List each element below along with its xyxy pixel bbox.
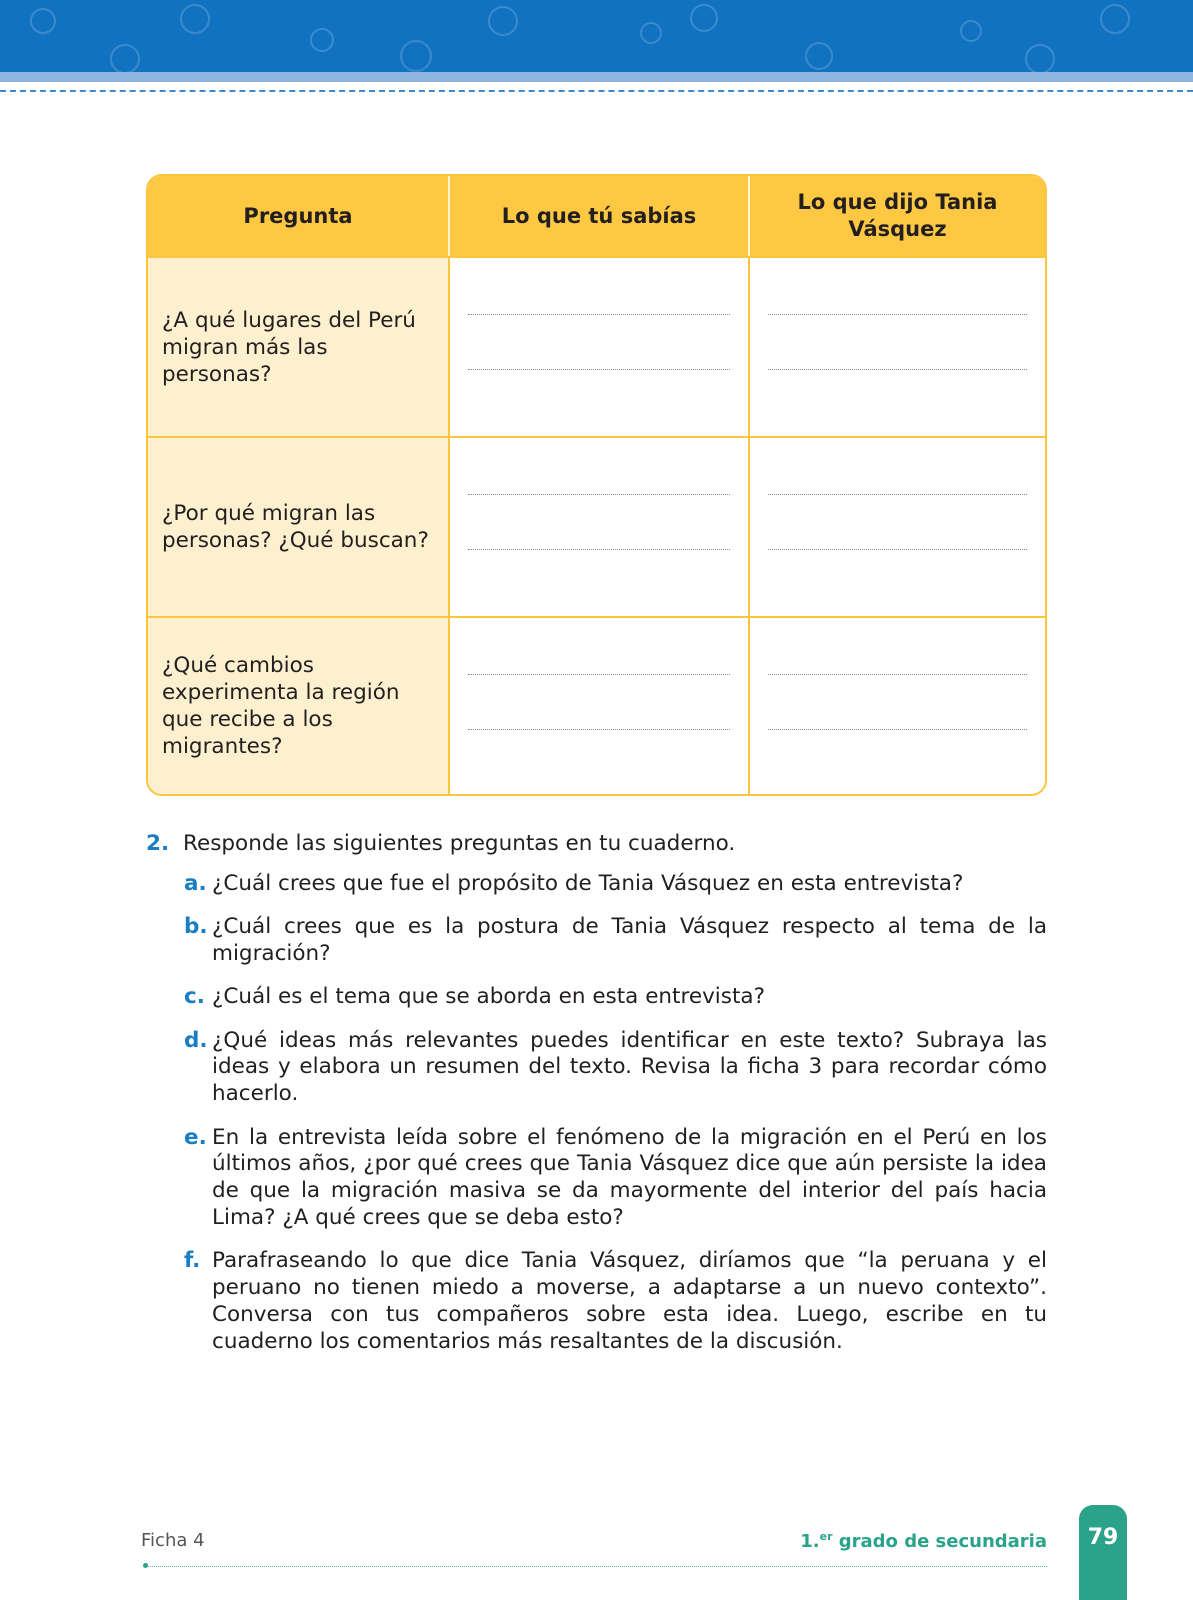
item-text: ¿Cuál es el tema que se aborda en esta entrevista? [212,984,765,1010]
questions-table [146,174,1047,796]
person-icon [960,20,982,42]
smiley-icon [400,40,432,72]
header-stripe [0,72,1193,82]
person-icon [640,22,662,44]
dotted-answer-line [468,314,730,315]
dotted-answer-line [468,674,730,675]
item-letter: d. [184,1027,208,1053]
answer-cell-you-knew[interactable] [448,616,748,794]
list-item [184,984,1047,1011]
dotted-answer-line [468,369,730,370]
gear-icon [488,6,518,36]
list-item [184,871,1047,898]
footer-grade-label [800,1530,1047,1552]
dotted-answer-line [768,549,1027,550]
footer-dot [143,1563,148,1568]
item-letter: c. [184,984,205,1010]
table-question-cell [148,616,448,794]
footer-divider [146,1566,1047,1567]
dotted-answer-line [468,494,730,495]
dotted-answer-line [768,674,1027,675]
table-header-lo-que-tu-sabias: Lo que tú sabías [448,176,748,256]
answer-cell-tania-said[interactable] [748,256,1045,436]
list-item [184,1248,1047,1355]
activity-number: 2. [146,831,170,856]
footer-ficha-label: Ficha 4 [141,1530,205,1551]
list-item [184,1028,1047,1108]
footer-grade-superscript: er [819,1530,833,1543]
dotted-answer-line [768,494,1027,495]
page-number-tab [1079,1505,1127,1600]
item-letter: a. [184,871,207,896]
item-text: ¿Cuál crees que fue el propósito de Tania Vásquez en esta entrevista? [212,871,964,896]
dotted-answer-line [768,729,1027,730]
activity-prompt-text: Responde las siguientes preguntas en tu cuaderno. [183,831,736,856]
table-question-cell [148,256,448,436]
lightbulb-icon [310,28,334,52]
smiley-icon [110,44,140,72]
activity-prompt [146,830,1047,857]
item-letter: b. [184,914,208,940]
header-banner [0,0,1193,72]
header-dashed-divider [0,90,1193,92]
table-header-pregunta: Pregunta [148,176,448,256]
item-text: Parafraseando lo que dice Tania Vásquez, diríamos que “la peruana y el peruano no tienen miedo a moverse, a adaptarse a un nuevo contexto”. Conversa con tus compañeros sobre esta idea. Luego, escribe en tu cuaderno los comentarios más resaltantes de la discusión. [212,1248,1047,1354]
item-letter: f. [184,1248,201,1274]
item-text: En la entrevista leída sobre el fenómeno de la migración en el Perú en los últimos años, ¿por qué crees que Tania Vásquez dice que aún persiste la idea de que la migración masiva se da mayormente del interior del país hacia Lima? ¿A qué crees que se deba esto? [212,1124,1047,1230]
table-question-cell [148,436,448,616]
footer-grade-number: 1. [800,1531,820,1552]
table-question-text: ¿Por qué migran las personas? ¿Qué buscan? [162,501,429,553]
answer-cell-tania-said[interactable] [748,436,1045,616]
dotted-answer-line [468,729,730,730]
table-header-lo-que-dijo-tania: Lo que dijo Tania Vásquez [748,176,1045,256]
answer-cell-you-knew[interactable] [448,436,748,616]
dotted-answer-line [768,369,1027,370]
item-text: ¿Qué ideas más relevantes puedes identificar en este texto? Subraya las ideas y elabora un resumen del texto. Revisa la ficha 3 para recordar cómo hacerlo. [212,1027,1047,1107]
gear-icon [1100,4,1130,34]
answer-cell-you-knew[interactable] [448,256,748,436]
dotted-answer-line [468,549,730,550]
list-item [184,1125,1047,1232]
gear-icon [690,4,718,32]
dotted-answer-line [768,314,1027,315]
page-number: 79 [1087,1525,1119,1550]
list-item [184,914,1047,968]
gear-icon [30,8,56,34]
footer-grade-text: grado de secundaria [832,1531,1047,1552]
item-letter: e. [184,1124,207,1150]
question-list [184,871,1047,1355]
table-question-text: ¿A qué lugares del Perú migran más las personas? [162,307,416,387]
table-question-text: ¿Qué cambios experimenta la región que recibe a los migrantes? [162,653,400,759]
gear-icon [180,4,210,34]
smiley-icon [1025,44,1055,72]
smiley-icon [805,42,833,70]
item-text: ¿Cuál crees que es la postura de Tania Vásquez respecto al tema de la migración? [212,914,1047,967]
answer-cell-tania-said[interactable] [748,616,1045,794]
activity-section-2 [146,830,1047,1372]
